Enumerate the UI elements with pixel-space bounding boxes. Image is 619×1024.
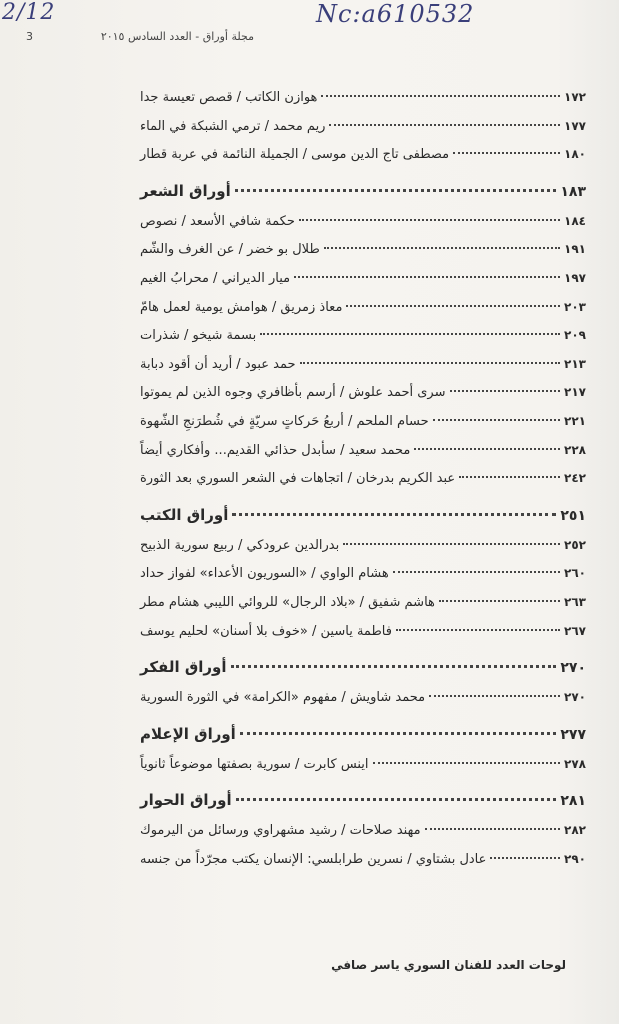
section-title: أوراق الإعلام	[140, 724, 236, 743]
entry-page-number: ٢٦٣	[564, 594, 586, 609]
dot-leader	[324, 247, 560, 249]
entry-page-number: ٢٦٠	[564, 566, 586, 581]
handwritten-catalog-number: Nc:a610532	[316, 0, 475, 28]
entry-title: اينس كابرت / سورية بصفتها موضوعاً ثانوياً	[140, 756, 369, 772]
entry-title: مهند صلاحات / رشيد مشهراوي ورسائل من اليرموك	[140, 823, 421, 839]
dot-leader	[260, 333, 560, 335]
toc-entry	[140, 690, 586, 719]
toc-entry	[140, 852, 586, 881]
entry-title: محمد شاويش / مفهوم «الكرامة» في الثورة السورية	[140, 690, 426, 706]
footer-credit: لوحات العدد للفنان السوري ياسر صافي	[331, 958, 566, 972]
section-title: أوراق الكتب	[140, 505, 229, 524]
dot-leader	[453, 152, 560, 154]
entry-title: عبد الكريم بدرخان / اتجاهات في الشعر السوري بعد الثورة	[140, 471, 456, 487]
dot-leader	[414, 448, 560, 450]
journal-title: مجلة أوراق - العدد السادس ٢٠١٥	[100, 30, 254, 43]
toc-entry	[140, 147, 586, 176]
dot-leader	[294, 276, 560, 278]
entry-page-number: ٢٨١	[560, 793, 586, 810]
entry-page-number: ١٧٧	[564, 118, 586, 133]
toc-entry	[140, 271, 586, 300]
entry-title: هوازن الكاتب / قصص تعيسة جدا	[140, 90, 318, 105]
dot-leader	[343, 543, 560, 545]
entry-page-number: ٢٠٣	[564, 299, 586, 314]
dot-leader	[346, 305, 560, 307]
dot-leader	[425, 828, 560, 830]
entry-title: بدرالدين عرودكي / ربيع سورية الذبيح	[140, 537, 340, 553]
entry-title: ميار الديراني / محرابُ الغيم	[140, 270, 291, 286]
entry-page-number: ٢٤٢	[564, 471, 586, 486]
toc-section	[140, 506, 586, 538]
entry-page-number: ١٨٣	[560, 183, 586, 200]
table-of-contents	[140, 90, 586, 880]
toc-entry	[140, 385, 586, 414]
entry-page-number: ٢٨٢	[564, 823, 586, 838]
toc-entry	[140, 757, 586, 786]
dot-leader	[300, 362, 561, 364]
dot-leader	[231, 665, 557, 668]
toc-entry	[140, 566, 586, 595]
entry-page-number: ١٨٤	[564, 213, 586, 228]
toc-entry	[140, 624, 586, 653]
dot-leader	[393, 571, 560, 573]
entry-title: حكمة شافي الأسعد / نصوص	[140, 213, 295, 229]
section-title: أوراق الشعر	[140, 181, 231, 200]
running-head	[26, 30, 254, 43]
toc-entry	[140, 823, 586, 852]
entry-title: حمد عبود / أريد أن أقود دبابة	[140, 356, 296, 372]
dot-leader	[236, 798, 557, 801]
entry-page-number: ٢١٧	[564, 385, 586, 400]
entry-page-number: ٢٦٧	[564, 623, 586, 638]
toc-section	[140, 725, 586, 757]
toc-entry	[140, 328, 586, 357]
entry-page-number: ١٧٢	[564, 90, 586, 104]
section-title: أوراق الحوار	[140, 791, 232, 810]
entry-page-number: ٢٢٨	[564, 442, 586, 457]
toc-section	[140, 182, 586, 214]
toc-section	[140, 791, 586, 823]
dot-leader	[396, 629, 560, 631]
toc-entry	[140, 443, 586, 472]
entry-title: ريم محمد / ترمي الشبكة في الماء	[140, 118, 326, 134]
entry-page-number: ٢٧٠	[560, 660, 586, 677]
dot-leader	[329, 124, 560, 126]
dot-leader	[433, 419, 560, 421]
entry-page-number: ٢١٣	[564, 356, 586, 371]
entry-page-number: ١٨٠	[564, 147, 586, 162]
dot-leader	[490, 857, 560, 859]
entry-page-number: ٢٥٢	[564, 537, 586, 552]
toc-entry	[140, 414, 586, 443]
entry-title: محمد سعيد / سأبدل حذائي القديم... وأفكاري أيضاً	[140, 442, 411, 458]
entry-title: مصطفى تاج الدين موسى / الجميلة النائمة في عربة قطار	[140, 147, 450, 163]
handwritten-note-left: 2/12	[2, 0, 56, 25]
dot-leader	[450, 390, 561, 392]
dot-leader	[321, 95, 560, 97]
toc-entry	[140, 538, 586, 567]
entry-page-number: ٢٢١	[564, 413, 586, 428]
toc-entry	[140, 214, 586, 243]
entry-title: بسمة شيخو / شذرات	[140, 328, 257, 344]
dot-leader	[429, 695, 560, 697]
section-title: أوراق الفكر	[140, 658, 227, 677]
entry-page-number: ١٩١	[564, 242, 586, 257]
toc-entry	[140, 471, 586, 500]
entry-title: فاطمة ياسين / «خوف بلا أسنان» لحليم يوسف	[140, 623, 392, 639]
entry-page-number: ٢٩٠	[564, 851, 586, 866]
dot-leader	[299, 219, 560, 221]
toc-entry	[140, 242, 586, 271]
toc-entry	[140, 90, 586, 119]
entry-title: هشام الواوي / «السوريون الأعداء» لفواز حداد	[140, 566, 389, 582]
dot-leader	[439, 600, 560, 602]
entry-title: معاذ زمريق / هوامش يومية لعمل هامّ	[140, 299, 343, 315]
entry-page-number: ٢٥١	[560, 507, 586, 524]
entry-title: حسام الملحم / أربعُ حَركاتٍ سريّةٍ في شُطرَنجِ الشّهوة	[140, 413, 429, 429]
toc-entry	[140, 357, 586, 386]
dot-leader	[240, 732, 557, 735]
entry-page-number: ٢٠٩	[564, 328, 586, 343]
entry-page-number: ٢٧٠	[564, 690, 586, 705]
dot-leader	[235, 189, 557, 192]
toc-entry	[140, 300, 586, 329]
toc-section	[140, 658, 586, 690]
entry-title: سرى أحمد علوش / أرسم بأظافري وجوه الذين لم يموتوا	[140, 385, 446, 401]
entry-title: طلال بو خضر / عن الغرف والشّم	[140, 242, 320, 258]
dot-leader	[232, 513, 556, 516]
page-number: 3	[26, 30, 33, 43]
dot-leader	[373, 762, 560, 764]
entry-page-number: ٢٧٧	[560, 726, 586, 743]
toc-entry	[140, 119, 586, 148]
entry-page-number: ٢٧٨	[564, 756, 586, 771]
dot-leader	[459, 476, 560, 478]
entry-page-number: ١٩٧	[564, 270, 586, 285]
toc-entry	[140, 595, 586, 624]
entry-title: هاشم شفيق / «بلاد الرجال» للروائي الليبي هشام مطر	[140, 594, 435, 610]
entry-title: عادل بشتاوي / نسرين طرابلسي: الإنسان يكتب مجرّداً من جنسه	[140, 851, 487, 867]
